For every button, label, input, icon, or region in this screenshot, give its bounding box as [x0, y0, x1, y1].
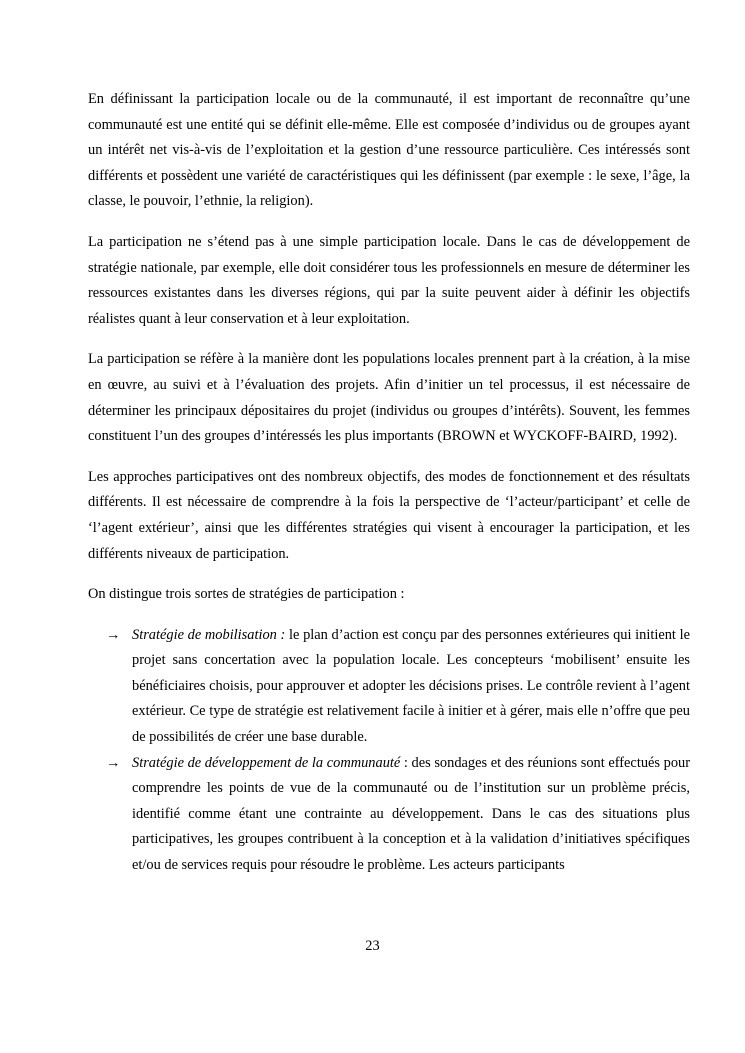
strategy-term: Stratégie de développement de la communauté: [132, 754, 401, 771]
paragraph-participation-scope: La participation ne s’étend pas à une simple participation locale. Dans le cas de développement de stratégie nationale, par exemple, elle doit considérer tous les professionnels en mesure de déterminer les ressources existantes dans les diverses régions, qui par la suite peuvent aider à définir les objectifs réalistes quant à leur conservation et à leur exploitation.: [88, 233, 690, 327]
list-item: [88, 751, 690, 879]
strategy-description: : des sondages et des réunions sont effectués pour comprendre les points de vue de la communauté ou de l’institution sur un problème précis, identifié comme étant une contrainte au développement. Dans le cas des situations plus participatives, les groupes contribuent à la conception et à la validation d’initiatives spécifiques et/ou de services requis pour résoudre le problème. Les acteurs participants: [132, 754, 691, 874]
paragraph-community-definition: En définissant la participation locale ou de la communauté, il est important de reconnaître qu’une communauté est une entité qui se définit elle-même. Elle est composée d’individus ou de groupes ayant un intérêt net vis-à-vis de l’exploitation et la gestion d’une ressource particulière. Ces intéressés sont différents et possèdent une variété de caractéristiques qui les définissent (par exemple : le sexe, l’âge, la classe, le pouvoir, l’ethnie, la religion).: [88, 91, 690, 210]
paragraph-strategies-intro: On distingue trois sortes de stratégies de participation :: [88, 586, 405, 603]
page-body: [88, 87, 690, 879]
paragraph-participatory-approaches: Les approches participatives ont des nombreux objectifs, des modes de fonctionnement et des résultats différents. Il est nécessaire de comprendre à la fois la perspective de ‘l’acteur/participant’ et celle de ‘l’agent extérieur’, ainsi que les différentes stratégies qui visent à encourager la participation, et les différents niveaux de participation.: [88, 468, 690, 562]
page-number: 23: [365, 938, 380, 954]
paragraph-participation-meaning: La participation se réfère à la manière dont les populations locales prennent part à la création, à la mise en œuvre, au suivi et à l’évaluation des projets. Afin d’initier un tel processus, il est nécessaire de déterminer les principaux dépositaires du projet (individus ou groupes d’intérêts). Souvent, les femmes constituent l’un des groupes d’intéressés les plus importants (BROWN et WYCKOFF-BAIRD, 1992).: [88, 351, 690, 445]
arrow-right-icon: →: [106, 626, 121, 643]
list-item: [88, 623, 690, 751]
strategy-description: le plan d’action est conçu par des personnes extérieures qui initient le projet sans concertation avec la population locale. Les concepteurs ‘mobilisent’ ensuite les bénéficiaires choisis, pour approuver et adopter les décisions prises. Le contrôle revient à l’agent extérieur. Ce type de stratégie est relativement facile à initier et à gérer, mais elle n’offre que peu de possibilités de créer une base durable.: [132, 626, 690, 746]
arrow-right-icon: →: [106, 754, 121, 771]
strategy-list: [88, 623, 690, 879]
strategy-term: Stratégie de mobilisation :: [132, 626, 286, 643]
